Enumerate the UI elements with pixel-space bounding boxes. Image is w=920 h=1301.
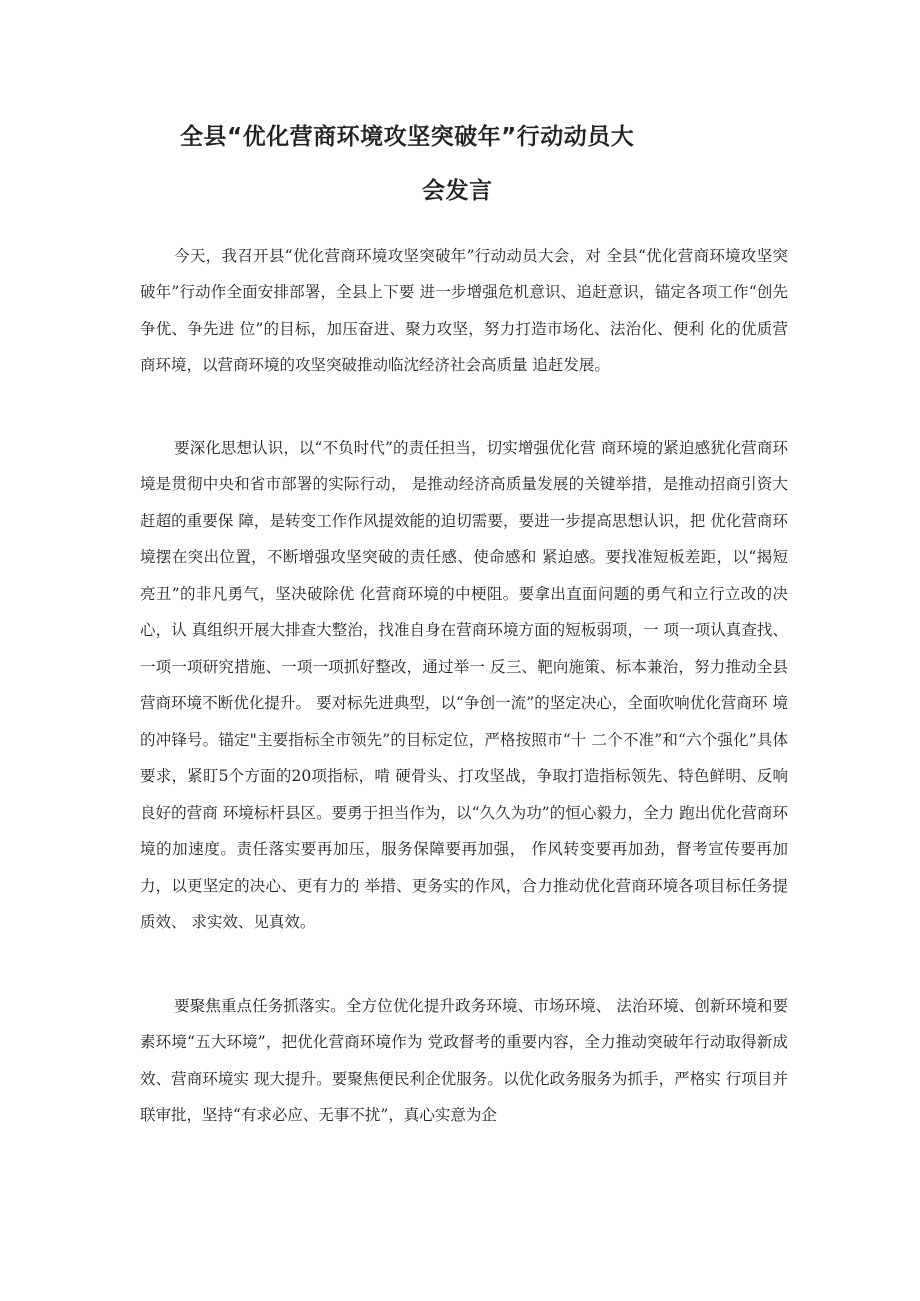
paragraph-deepen-understanding: 要深化思想认识，以“不负时代”的责任担当，切实增强优化营 商环境的紧迫感犹化营商环境是贯彻中央和省市部署的实际行动， 是推动经济高质量发展的关键举措，是推动招商引资大赶超的重要保 障，是转变工作作风提效能的迫切需要，要进一步提高思想认识，把 优化营商环境摆在突出位置，不断增强攻坚突破的责任感、使命感和 紧迫感。要找准短板差距，以“揭短亮丑”的非凡勇气，坚决破除优 化营商环境的中梗阻。要拿出直面问题的勇气和立行立改的决心，认 真组织开展大排查大整治，找准自身在营商环境方面的短板弱项，一 项一项认真查找、一项一项研究措施、一项一项抓好整改，通过举一 反三、靶向施策、标本兼治，努力推动全县营商环境不断优化提升。 要对标先进典型，以“争创一流”的坚定决心，全面吹响优化营商环 境的冲锋号。锚定"主要指标全市领先”的目标定位，严格按照市“十 二个不准”和“六个强化”具体要求，紧盯5个方面的20项指标，啃 硬骨头、打攻坚战，争取打造指标领先、特色鲜明、反响良好的营商 环境标杆县区。要勇于担当作为，以“久久为功”的恒心毅力，全力 跑出优化营商环境的加速度。责任落实要再加压，服务保障要再加强， 作风转变要再加劲，督考宣传要再加力，以更坚定的决心、更有力的 举措、更务实的作风，合力推动优化营商环境各项目标任务提质效、 求实效、见真效。 [140,438,788,931]
paragraph-opening: 今天，我召开县“优化营商环境攻坚突破年”行动动员大会，对 全县“优化营商环境攻坚突破年”行动作全面安排部署，全县上下要 进一步增强危机意识、追赶意识，锚定各项工作“创先争优、争先进 位”的目标，加压奋进、聚力攻坚，努力打造市场化、法治化、便利 化的优质营商环境，以营商环境的攻坚突破推动临沈经济社会高质量 追赶发展。 [140,246,788,374]
document-title-line-1: 全县“优化营商环境攻坚突破年”行动动员大 [180,124,635,150]
paragraph-key-tasks: 要聚焦重点任务抓落实。全方位优化提升政务环境、市场环境、 法治环境、创新环境和要素环境“五大环境”，把优化营商环境作为 党政督考的重要内容，全力推动突破年行动取得新成效、营商环境实 现大提升。要聚焦便民利企优服务。以优化政务服务为抓手，严格实 行项目并联审批，坚持“有求必应、无事不扰”，真心实意为企 [140,996,788,1124]
document-title-line-2: 会发言 [422,178,493,204]
